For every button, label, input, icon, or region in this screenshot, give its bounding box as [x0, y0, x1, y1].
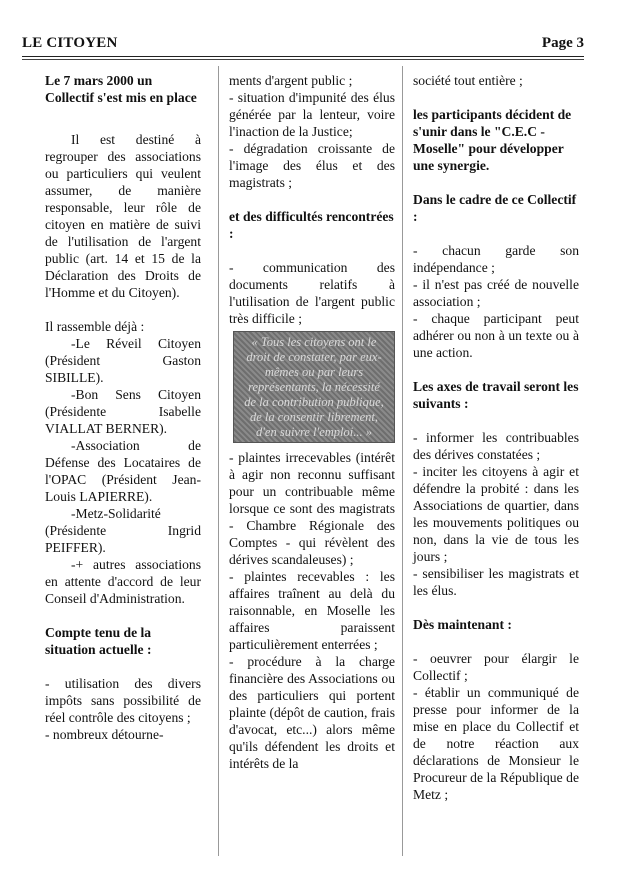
decision-paragraph: les participants décident de s'unir dans le "C.E.C - Moselle" pour développer une synergie.: [413, 107, 572, 173]
section-heading: Les axes de travail seront les suivants :: [413, 379, 579, 411]
list-item: - chacun garde son indépendance ;: [413, 243, 579, 275]
column-2: [229, 72, 395, 772]
article-heading: Le 7 mars 2000 un Collectif s'est mis en place: [45, 73, 197, 105]
list-item: - établir un communiqué de presse pour informer de la mise en place du Collectif et de notre réaction aux déclarations de Monsieur le Procureur de la République de Metz ;: [413, 685, 579, 802]
section-heading: Compte tenu de la situation actuelle :: [45, 625, 152, 657]
column-1: [45, 72, 201, 743]
member-item: -Metz-Solidarité (Présidente Ingrid PEIFFER).: [45, 506, 201, 555]
section-heading: Dans le cadre de ce Collectif :: [413, 192, 577, 224]
column-3: [413, 72, 579, 803]
member-item: -+ autres associations en attente d'accord de leur Conseil d'Administration.: [45, 557, 201, 606]
quote-text: « Tous les citoyens ont le droit de constater, par eux-mêmes ou par leurs représentants, la nécessité de la contribution publique, de la consentir librement, d'en suivre l'emploi... »: [244, 334, 384, 439]
column-divider: [402, 66, 403, 856]
gathers-label: Il rassemble déjà :: [45, 319, 145, 334]
list-item: - nombreux détourne-: [45, 727, 164, 742]
member-item: -Association de Défense des Locataires de l'OPAC (Président Jean-Louis LAPIERRE).: [45, 438, 201, 504]
page-header: [22, 35, 584, 55]
list-item: - oeuvrer pour élargir le Collectif ;: [413, 651, 579, 683]
list-item: - situation d'impunité des élus générée par la lenteur, voire l'inaction de la Justice;: [229, 90, 395, 139]
member-item: -Bon Sens Citoyen (Présidente Isabelle VIALLAT BERNER).: [45, 387, 201, 436]
list-item: - utilisation des divers impôts sans possibilité de réel contrôle des citoyens ;: [45, 676, 201, 725]
list-item: - communication des documents relatifs à l'utilisation de l'argent public très difficile ;: [229, 260, 395, 326]
list-item: - plaintes recevables : les affaires traînent au delà du raisonnable, en Moselle les affaires paraissent particulièrement enterrées ;: [229, 569, 395, 652]
continuation-text: société tout entière ;: [413, 73, 523, 88]
page-number: Page 3: [541, 35, 584, 51]
intro-paragraph: Il est destiné à regrouper des associations ou particuliers qui veulent assumer, de manière responsable, leur rôle de citoyen en matière de suivi de l'utilisation de l'argent public (art. 14 et 15 de la Déclaration des Droits de l'Homme et du Citoyen).: [45, 132, 201, 300]
section-heading: Dès maintenant :: [413, 617, 512, 632]
list-item: ments d'argent public ;: [229, 73, 353, 88]
list-item: - chaque participant peut adhérer ou non à un texte ou à une action.: [413, 311, 579, 360]
header-rule: [22, 56, 584, 57]
header-rule-thin: [22, 59, 584, 60]
section-heading: et des difficultés rencontrées :: [229, 209, 394, 241]
list-item: - il n'est pas créé de nouvelle association ;: [413, 277, 579, 309]
list-item: - procédure à la charge financière des Associations ou des particuliers qui portent plainte (dépôt de caution, frais d'avocat, etc...) alors même qu'ils défendent les droits et intérêts de la: [229, 654, 395, 771]
member-item: -Le Réveil Citoyen (Président Gaston SIBILLE).: [45, 336, 201, 385]
list-item: - plaintes irrecevables (intérêt à agir non reconnu suffisant pour un contribuable même lorsque ce sont des magistrats - Chambre Régionale des Comptes - qui révèlent des dérives scandaleuses) ;: [229, 450, 395, 567]
list-item: - dégradation croissante de l'image des élus et des magistrats ;: [229, 141, 395, 190]
list-item: - sensibiliser les magistrats et les élus.: [413, 566, 579, 598]
list-item: - informer les contribuables des dérives constatées ;: [413, 430, 579, 462]
newsletter-title: LE CITOYEN: [22, 35, 118, 51]
list-item: - inciter les citoyens à agir et défendre la probité : dans les Associations de quartier, dans les mouvements politiques ou non, dans la vie de tous les jours ;: [413, 464, 579, 564]
column-divider: [218, 66, 219, 856]
quote-box: [233, 331, 395, 443]
